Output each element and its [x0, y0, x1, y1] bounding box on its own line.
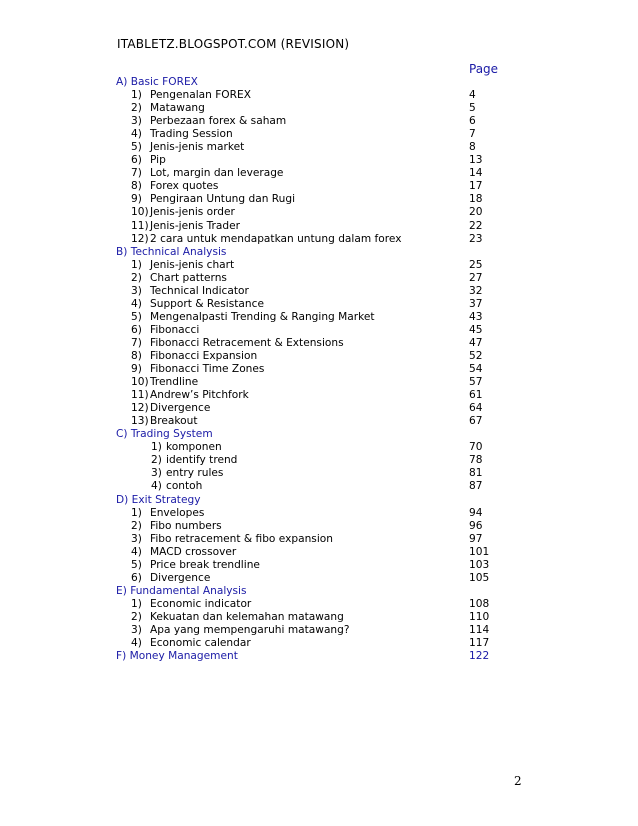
toc-entry [116, 180, 516, 193]
entry-page-number: 17 [469, 180, 483, 193]
entry-title: Breakout [150, 415, 198, 428]
entry-number: 8) [131, 349, 142, 362]
toc-entry [116, 376, 516, 389]
entry-title: Fibonacci Time Zones [150, 363, 265, 376]
entry-title: Economic indicator [150, 597, 252, 610]
entry-page-number: 22 [469, 219, 483, 232]
toc-entry [116, 115, 516, 128]
entry-page-number: 81 [469, 467, 483, 480]
entry-number: 11) [131, 219, 149, 232]
section-title: D) Exit Strategy [116, 493, 201, 506]
entry-page-number: 43 [469, 310, 483, 323]
toc-section-heading [116, 428, 516, 441]
entry-page-number: 96 [469, 519, 483, 532]
entry-page-number: 105 [469, 571, 490, 584]
entry-page-number: 37 [469, 297, 483, 310]
toc-entry [116, 389, 516, 402]
entry-title: Technical Indicator [150, 284, 249, 297]
entry-title: Fibo retracement & fibo expansion [150, 532, 333, 545]
entry-page-number: 103 [469, 558, 490, 571]
toc-entry [116, 624, 516, 637]
section-title: F) Money Management [116, 650, 238, 663]
toc-entry [116, 520, 516, 533]
entry-title: Apa yang mempengaruhi matawang? [150, 623, 350, 636]
entry-number: 2) [151, 454, 162, 467]
entry-page-number: 64 [469, 402, 483, 415]
entry-page-number: 97 [469, 532, 483, 545]
entry-page-number: 70 [469, 441, 483, 454]
toc-entry [116, 141, 516, 154]
toc-entry [116, 324, 516, 337]
toc-entry [116, 546, 516, 559]
entry-title: Lot, margin dan leverage [150, 167, 284, 180]
entry-page-number: 18 [469, 193, 483, 206]
entry-page-number: 108 [469, 597, 490, 610]
entry-page-number: 117 [469, 637, 490, 650]
section-title: B) Technical Analysis [116, 245, 227, 258]
toc-section-heading [116, 650, 516, 663]
toc-entry [116, 637, 516, 650]
entry-number: 1) [131, 506, 142, 519]
entry-title: Envelopes [150, 506, 205, 519]
entry-title: MACD crossover [150, 545, 237, 558]
toc-entry [116, 415, 516, 428]
toc-entry [116, 559, 516, 572]
entry-number: 6) [131, 571, 142, 584]
entry-number: 7) [131, 336, 142, 349]
toc-section-heading [116, 246, 516, 259]
toc-entry [116, 467, 516, 480]
entry-number: 2) [131, 102, 142, 115]
entry-page-number: 27 [469, 271, 483, 284]
entry-title: Economic calendar [150, 637, 251, 650]
toc-entry [116, 128, 516, 141]
document-header: ITABLETZ.BLOGSPOT.COM (REVISION) [117, 37, 350, 51]
page-column-label: Page [469, 62, 499, 76]
toc-entry [116, 298, 516, 311]
entry-page-number: 114 [469, 623, 490, 636]
entry-page-number: 94 [469, 506, 483, 519]
entry-number: 5) [131, 141, 142, 154]
entry-title: identify trend [166, 454, 238, 467]
toc-entry [116, 272, 516, 285]
toc-entry [116, 533, 516, 546]
entry-page-number: 13 [469, 154, 483, 167]
toc-entry [116, 89, 516, 102]
entry-number: 8) [131, 180, 142, 193]
toc-entry [116, 337, 516, 350]
toc-entry [116, 480, 516, 493]
toc-entry [116, 167, 516, 180]
toc-entry [116, 154, 516, 167]
toc-entry [116, 402, 516, 415]
entry-title: Fibo numbers [150, 519, 222, 532]
entry-title: Trading Session [150, 128, 233, 141]
entry-page-number: 7 [469, 128, 476, 141]
toc-entry [116, 311, 516, 324]
entry-page-number: 67 [469, 415, 483, 428]
toc-entry [116, 193, 516, 206]
entry-page-number: 20 [469, 206, 483, 219]
entry-number: 4) [131, 297, 142, 310]
entry-number: 4) [131, 637, 142, 650]
entry-title: Jenis-jenis chart [150, 258, 235, 271]
entry-page-number: 54 [469, 363, 483, 376]
entry-title: komponen [166, 441, 222, 454]
entry-title: Divergence [150, 402, 211, 415]
entry-title: Jenis-jenis market [150, 141, 245, 154]
entry-page-number: 4 [469, 89, 476, 102]
toc-entry [116, 285, 516, 298]
toc-entry [116, 441, 516, 454]
entry-title: Divergence [150, 571, 211, 584]
entry-number: 12) [131, 232, 149, 245]
entry-page-number: 101 [469, 545, 490, 558]
entry-title: Fibonacci Retracement & Extensions [150, 336, 344, 349]
entry-number: 2) [131, 610, 142, 623]
entry-page-number: 25 [469, 258, 483, 271]
entry-number: 7) [131, 167, 142, 180]
entry-title: Trendline [150, 376, 199, 389]
entry-number: 4) [131, 545, 142, 558]
entry-page-number: 5 [469, 102, 476, 115]
entry-title: Pengenalan FOREX [150, 89, 251, 102]
entry-number: 4) [151, 480, 162, 493]
entry-title: Fibonacci [150, 323, 200, 336]
toc-entry [116, 363, 516, 376]
toc-entry [116, 233, 516, 246]
toc-entry [116, 206, 516, 219]
entry-number: 10) [131, 206, 149, 219]
entry-number: 6) [131, 323, 142, 336]
entry-title: Chart patterns [150, 271, 227, 284]
entry-number: 9) [131, 193, 142, 206]
entry-number: 1) [131, 89, 142, 102]
entry-title: Pip [150, 154, 166, 167]
entry-number: 1) [131, 597, 142, 610]
entry-title: Andrew’s Pitchfork [150, 389, 249, 402]
entry-page-number: 110 [469, 610, 490, 623]
entry-page-number: 57 [469, 376, 483, 389]
entry-number: 3) [131, 623, 142, 636]
toc-entry [116, 454, 516, 467]
entry-page-number: 52 [469, 349, 483, 362]
entry-page-number: 14 [469, 167, 483, 180]
entry-page-number: 87 [469, 480, 483, 493]
entry-title: Price break trendline [150, 558, 260, 571]
entry-number: 9) [131, 363, 142, 376]
entry-number: 2) [131, 271, 142, 284]
entry-page-number: 78 [469, 454, 483, 467]
toc-entry [116, 598, 516, 611]
entry-page-number: 45 [469, 323, 483, 336]
entry-number: 5) [131, 558, 142, 571]
entry-title: Fibonacci Expansion [150, 349, 258, 362]
section-page-number: 122 [469, 650, 490, 663]
entry-number: 4) [131, 128, 142, 141]
entry-title: Forex quotes [150, 180, 219, 193]
entry-page-number: 32 [469, 284, 483, 297]
entry-page-number: 61 [469, 389, 483, 402]
entry-number: 2) [131, 519, 142, 532]
entry-title: Jenis-jenis Trader [150, 219, 241, 232]
entry-title: Kekuatan dan kelemahan matawang [150, 610, 344, 623]
entry-title: Support & Resistance [150, 297, 264, 310]
entry-title: Jenis-jenis order [150, 206, 235, 219]
entry-title: Matawang [150, 102, 205, 115]
entry-title: Perbezaan forex & saham [150, 115, 287, 128]
section-title: E) Fundamental Analysis [116, 584, 247, 597]
toc-entry [116, 507, 516, 520]
table-of-contents [116, 76, 516, 663]
entry-number: 5) [131, 310, 142, 323]
toc-entry [116, 611, 516, 624]
toc-section-heading [116, 494, 516, 507]
toc-entry [116, 220, 516, 233]
section-title: C) Trading System [116, 428, 213, 441]
toc-entry [116, 259, 516, 272]
entry-page-number: 8 [469, 141, 476, 154]
entry-title: entry rules [166, 467, 224, 480]
toc-entry [116, 350, 516, 363]
entry-title: contoh [166, 480, 203, 493]
entry-page-number: 6 [469, 115, 476, 128]
entry-title: Mengenalpasti Trending & Ranging Market [150, 310, 375, 323]
entry-number: 11) [131, 389, 149, 402]
entry-number: 3) [131, 284, 142, 297]
entry-number: 13) [131, 415, 149, 428]
entry-number: 1) [131, 258, 142, 271]
entry-page-number: 23 [469, 232, 483, 245]
entry-number: 3) [131, 115, 142, 128]
entry-number: 6) [131, 154, 142, 167]
toc-entry [116, 102, 516, 115]
toc-entry [116, 572, 516, 585]
toc-section-heading [116, 585, 516, 598]
entry-number: 3) [131, 532, 142, 545]
entry-title: 2 cara untuk mendapatkan untung dalam forex [150, 232, 402, 245]
section-title: A) Basic FOREX [116, 76, 198, 88]
entry-title: Pengiraan Untung dan Rugi [150, 193, 296, 206]
entry-number: 3) [151, 467, 162, 480]
entry-page-number: 47 [469, 336, 483, 349]
entry-number: 1) [151, 441, 162, 454]
footer-page-number: 2 [514, 774, 522, 788]
entry-number: 12) [131, 402, 149, 415]
entry-number: 10) [131, 376, 149, 389]
toc-section-heading [116, 76, 516, 89]
